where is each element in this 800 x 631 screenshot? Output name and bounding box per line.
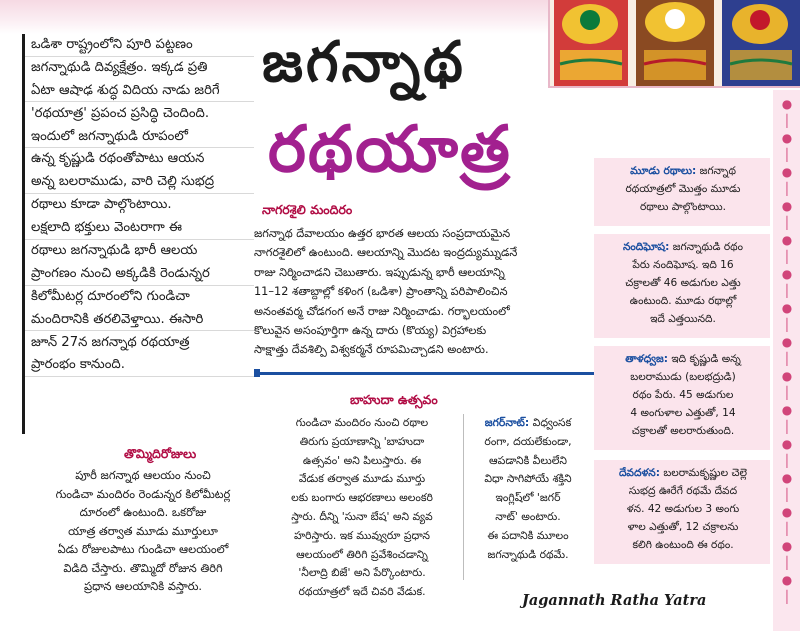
nagara-paragraph (254, 224, 594, 360)
paragraph-line: ప్రధాన ఆలయానికి వస్తారు. (83, 579, 203, 593)
paragraph-line: ఇంగ్లిష్‌లో 'జగర్ (495, 491, 561, 505)
panel-line: 4 అంగుళాల ఎత్తుతో, 14 (630, 407, 736, 419)
intro-line: ప్రారంభం కానుంది. (25, 354, 254, 376)
intro-line: జగన్నాథుడి దివ్యక్షేత్రం. ఇక్కడ ప్రతి (25, 57, 254, 79)
paragraph-line: యాత్ర తర్వాత మూడు మూర్తులూ (68, 523, 218, 538)
intro-column (22, 34, 254, 434)
panel-devadalana (594, 460, 770, 564)
panel-line: పేరు నందిఘోష. ఇది 16 (632, 259, 734, 271)
intro-line: ఒడిశా రాష్ట్రంలోని పూరి పట్టణం (25, 34, 254, 56)
intro-line: రథాలు జగన్నాథుడి భారీ ఆలయ (25, 240, 254, 262)
panel-line: రథయాత్రలో మొత్తం మూడు (625, 183, 741, 195)
deity-photo (548, 0, 800, 88)
paragraph-line: లకు బంగారు ఆభరణాలు అలంకరి (291, 491, 433, 505)
paragraph-line: నాగరశైలిలో ఉంటుంది. ఆలయాన్ని మొదట ఇంద్రద్యుమ్నుడనే (254, 246, 518, 260)
nine-days-heading: తొమ్మిదిరోజులు (124, 446, 197, 461)
intro-line: ప్రాంగణం నుంచి అక్కడికి రెండున్నర (25, 263, 254, 285)
intro-line: ఉన్న కృష్ణుడి రథంతోపాటు ఆయన (25, 148, 254, 170)
panel-line: సుభద్ర ఊరేగే రథమే దేవద (628, 485, 738, 497)
panel-line: ఉంటుంది. మూడు రథాల్లో (629, 295, 737, 307)
signature: Jagannath Ratha Yatra (522, 592, 707, 609)
panel-line: కలిగి ఉంటుంది ఈ రథం. (632, 539, 734, 551)
paragraph-line: దూరంలో ఉంటుంది. ఒకరోజు (79, 505, 207, 519)
paragraph-line: కొలువైన అసంపూర్తిగా ఉన్న దారు (కొయ్య) విగ్రహాలకు (254, 324, 487, 338)
paragraph-line: రాజు నిర్మించాడని చెబుతారు. ఇప్పుడున్న భారీ ఆలయాన్ని (254, 265, 505, 279)
paragraph-line: నాట్' అంటారు. (495, 509, 561, 523)
title-line-1: జగన్నాథ (262, 30, 466, 95)
intro-line: ఇందులో జగన్నాథుడి రూపంలో (25, 126, 254, 148)
paragraph-line: హరిస్తారు. ఇక మువ్వురూ ప్రధాన (294, 528, 430, 542)
panel-label: తాళధ్వజ: (625, 353, 668, 365)
panel-first: బలరామకృష్ణుల చెల్లె (663, 467, 748, 479)
nine-days-paragraph (28, 466, 258, 596)
top-decorative-band (0, 0, 560, 34)
paragraph-line: తిరుగు ప్రయాణాన్ని 'బాహుదా (299, 434, 425, 448)
paragraph-line (466, 414, 590, 433)
panel-line: ళన. 42 అడుగుల 3 అంగు (626, 503, 740, 515)
title-line-2: రథయాత్ర (268, 113, 512, 187)
panel-line: బలరాముడు (బలభద్రుడి) (630, 371, 736, 383)
panel-line: ఇదే ఎత్తయినది. (650, 313, 716, 325)
intro-line: కిలోమీటర్ల దూరంలోని గుండిచా (25, 286, 254, 308)
paragraph-line: ఈ పదానికి మూలం (487, 528, 569, 542)
jagarnaut-paragraph (466, 414, 590, 564)
panel-line: రథం పేరు. 45 అడుగుల (632, 389, 734, 401)
intro-line: మందిరానికి తరలివెళ్తాయి. ఈసారి (25, 309, 254, 331)
paragraph-line: ఆలయంలో తిరిగి ప్రవేశించడాన్ని (296, 547, 428, 561)
paragraph-line: జగన్నాథుడి రథమే. (487, 547, 569, 561)
panel-label: నందిఘోష: (622, 241, 670, 253)
panel-line: చక్రాలతో అలరారుతుంది. (631, 425, 735, 437)
intro-line: రథాలు కూడా పాల్గొంటాయి. (25, 194, 254, 216)
paragraph-line: విడిది చేస్తారు. తొమ్మిదో రోజున తిరిగి (63, 560, 223, 575)
panel-first: ఇది కృష్ణుడి అన్న (671, 353, 741, 365)
paragraph-line: సాక్షాత్తు దేవశిల్పి విశ్వకర్మనే రూపమిచ్చాడని అంటారు. (254, 343, 489, 357)
paragraph-line: వేడుక తర్వాత మూడు మూర్తు (298, 472, 426, 486)
panel-line: చక్రాలతో 46 అడుగుల ఎత్తు (625, 277, 741, 289)
intro-line: 'రథయాత్ర' ప్రపంచ ప్రసిద్ధి చెందింది. (25, 103, 254, 125)
paragraph-line: అనంతవర్మ చోడగంగ అనే రాజు నిర్మించాడు. గర్భాలయంలో (254, 304, 510, 318)
paragraph-line: 11–12 శతాబ్దాల్లో కళింగ (ఒడిశా) ప్రాంతాన్ని పరిపాలించిన (254, 285, 508, 299)
bahuda-paragraph (262, 414, 462, 602)
paragraph-line: ఆపడానికి వీలులేని (489, 453, 567, 467)
paragraph-line: రథయాత్రలో ఇదే చివరి వేడుక. (298, 585, 426, 599)
intro-line: ఏటా ఆషాఢ శుద్ధ విదియ నాడు జరిగే (25, 80, 254, 102)
bahuda-heading: బాహుదా ఉత్సవం (350, 392, 438, 407)
paragraph-line: గుండిచా మందిరం నుంచి రథాల (295, 416, 429, 429)
panel-line: రథాలు పాల్గొంటాయి. (639, 201, 727, 213)
paragraph-line: ఏడు రోజులపాటు గుండిచా ఆలయంలో (57, 542, 229, 556)
paragraph-line: గుండిచా మందిరం రెండున్నర కిలోమీటర్ల (55, 486, 231, 501)
panel-nandighosha (594, 234, 770, 338)
panel-first: జగన్నాథుడి రథం (672, 241, 744, 253)
decorative-pattern: ● │ ● │ ● │ ● │ ● │ ● │ ● │ ● │ ● │ ● │ ● │ ● │ ● │ ● │ ● │ (781, 97, 793, 604)
paragraph-line: విధా సాగిపోయే శక్తిని (484, 472, 572, 486)
jagarnaut-first: విధ్వంసక (532, 416, 572, 429)
jagarnaut-label: జగర్‌నాట్: (484, 416, 530, 429)
paragraph-line: స్తారు. దీన్ని 'సునా బేష' అని వ్యవ (291, 509, 433, 523)
panel-taladhwaja (594, 346, 770, 450)
section-divider (254, 372, 594, 375)
paragraph-line: ఉత్సవం' అని పిలుస్తారు. ఈ (302, 453, 422, 467)
paragraph-line: పూరీ జగన్నాథ ఆలయం నుంచి (75, 468, 211, 482)
panel-three-chariots (594, 158, 770, 226)
paragraph-line: జగన్నాథ దేవాలయం ఉత్తర భారత ఆలయ సంప్రదాయమైన (254, 227, 511, 240)
intro-line: లక్షలాది భక్తులు వెంటరాగా ఈ (25, 217, 254, 239)
panel-label: దేవదళన: (618, 467, 660, 479)
paragraph-line: 'నీలాద్రి బిజే' అని పేర్కొంటారు. (298, 566, 426, 580)
panel-line: ళాల ఎత్తుతో, 12 చక్రాలను (627, 521, 739, 533)
panel-first: జగన్నాథ (699, 165, 736, 177)
intro-line: జూన్ 27న జగన్నాథ రథయాత్ర (25, 332, 254, 354)
intro-line: అన్న బలరాముడు, వారి చెల్లి సుభద్ర (25, 171, 254, 193)
panel-label: మూడు రథాలు: (630, 165, 697, 177)
paragraph-line: రంగా, దయలేకుండా, (484, 434, 572, 448)
nagara-heading: నాగరశైలి మందిరం (262, 202, 353, 217)
column-divider (463, 414, 464, 580)
